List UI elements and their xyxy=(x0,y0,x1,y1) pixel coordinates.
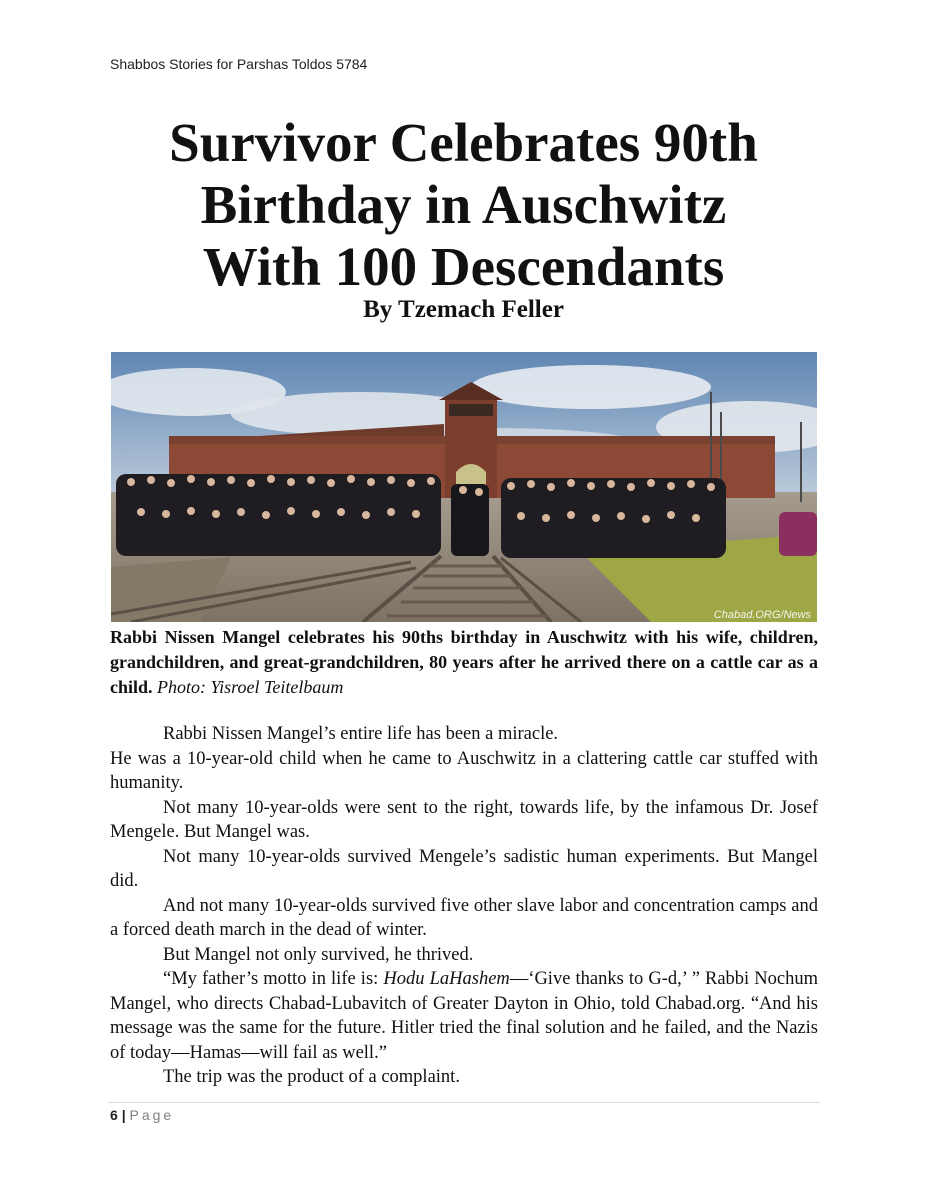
caption-text: Rabbi Nissen Mangel celebrates his 90ths birthday in Auschwitz with his wife, children, grandchildren, and great-grandchildren, 80 years after he arrived there on a cattle car as a child. xyxy=(110,627,818,697)
body-paragraph-6: But Mangel not only survived, he thrived. xyxy=(163,944,474,965)
page-footer xyxy=(110,1107,174,1123)
body-paragraph-4: Not many 10-year-olds survived Mengele’s sadistic human experiments. But Mangel did. xyxy=(110,846,818,891)
photo-watermark: Chabad.ORG/News xyxy=(713,609,811,621)
running-header: Shabbos Stories for Parshas Toldos 5784 xyxy=(110,56,368,72)
quote-rest: —‘Give thanks to G-d,’ ” Rabbi Nochum Mangel, who directs Chabad-Lubavitch of Greater Dayton in Ohio, told Chabad.org. “And his message was the same for the future. Hitler tried the final solution and he failed, and the Nazis of today—Hamas—will fail as well.” xyxy=(110,969,819,1063)
footer-separator: | xyxy=(121,1107,126,1123)
article-body xyxy=(110,722,818,1090)
body-paragraph-1: Rabbi Nissen Mangel’s entire life has been a miracle. xyxy=(163,724,559,744)
title-line-3: With 100 Descendants xyxy=(202,236,725,297)
body-paragraph-7 xyxy=(110,967,818,1065)
page-label: Page xyxy=(129,1107,175,1123)
body-paragraph-5: And not many 10-year-olds survived five other slave labor and concentration camps and a forced death march in the dead of winter. xyxy=(110,895,818,940)
photo-caption xyxy=(110,625,818,700)
quote-italic: Hodu LaHashem xyxy=(383,969,510,989)
byline: By Tzemach Feller xyxy=(363,296,564,323)
footer-divider xyxy=(108,1102,820,1103)
title-line-1: Survivor Celebrates 90th xyxy=(169,112,758,173)
article-photo xyxy=(111,352,817,622)
body-paragraph-2: He was a 10-year-old child when he came to Auschwitz in a clattering cattle car stuffed with humanity. xyxy=(110,748,818,793)
body-paragraph-3: Not many 10-year-olds were sent to the right, towards life, by the infamous Dr. Josef Mengele. But Mangel was. xyxy=(110,797,818,842)
photo-credit: Photo: Yisroel Teitelbaum xyxy=(157,677,344,697)
body-paragraph-8: The trip was the product of a complaint. xyxy=(163,1067,460,1087)
quote-start: “My father’s motto in life is: xyxy=(163,969,384,989)
page-number: 6 xyxy=(110,1107,118,1123)
title-line-2: Birthday in Auschwitz xyxy=(200,174,727,235)
article-title xyxy=(0,112,927,298)
